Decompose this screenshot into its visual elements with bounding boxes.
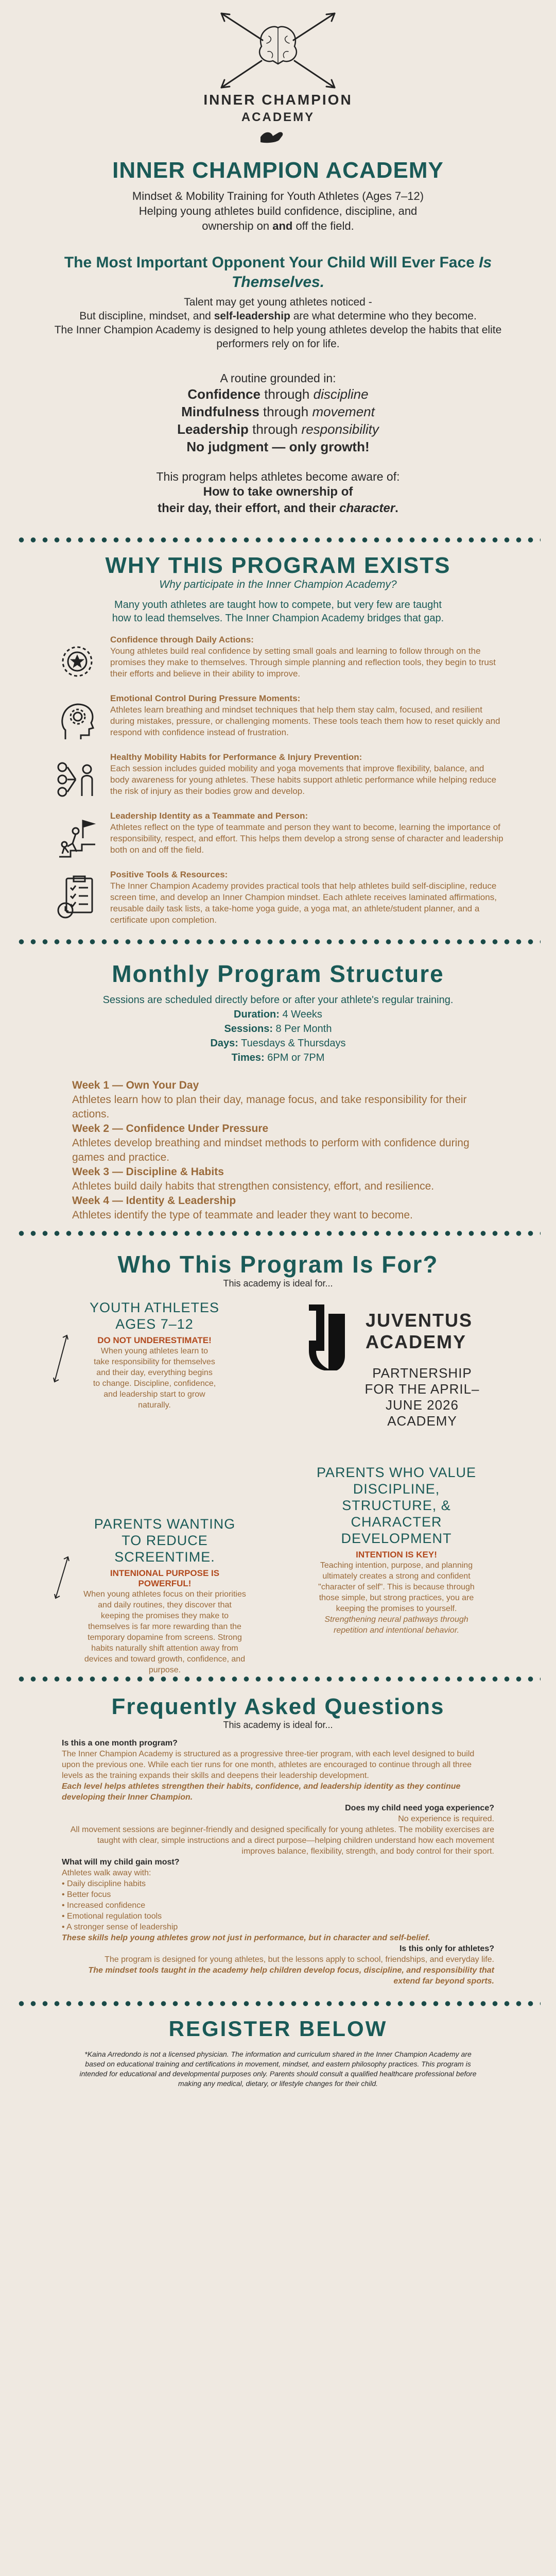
faq-answer-emphasis: Each level helps athletes strengthen their habits, confidence, and leadership identity as they continue developing their Inner Champion. — [62, 1782, 461, 1802]
structure-title: Monthly Program Structure — [112, 960, 444, 987]
why-item-heading: Positive Tools & Resources: — [110, 870, 228, 879]
faq-list-item: • Emotional regulation tools — [62, 1912, 162, 1921]
faq-subtitle: This academy is ideal for... — [223, 1720, 333, 1730]
routine-heading: A routine grounded in: — [220, 371, 336, 385]
faq-list-item: • Better focus — [62, 1890, 111, 1899]
values-callout: INTENTION IS KEY! — [356, 1550, 437, 1560]
why-subtitle: Why participate in the Inner Champion Academy? — [159, 579, 397, 590]
screen-block — [51, 1516, 278, 1675]
routine-line: Confidence through discipline — [187, 386, 369, 402]
faq-title: Frequently Asked Questions — [111, 1694, 445, 1719]
dotted-divider — [15, 1230, 541, 1237]
juventus-logo-icon — [304, 1304, 355, 1371]
routine-line: Mindfulness through movement — [181, 404, 375, 419]
aware-line: their day, their effort, and their character. — [158, 501, 398, 515]
mobility-icon — [51, 752, 103, 801]
partnership-text: PARTNERSHIP FOR THE APRIL–JUNE 2026 ACADEMY — [364, 1365, 480, 1429]
logo-area — [0, 0, 556, 155]
week-item: Week 1 — Own Your Day Athletes learn how to plan their day, manage focus, and take responsibility for their actions. — [72, 1079, 467, 1120]
brand-name: INNER CHAMPION — [203, 92, 353, 108]
dotted-divider — [15, 938, 541, 945]
why-item — [51, 869, 505, 926]
why-item-body: The Inner Champion Academy provides practical tools that help athletes build self-discipline, reduce screen time, and develop an Inner Champion mindset. Each athlete receives laminated affirmations, reusable daily task lists, a take-home yoga guide, a yoga mat, an athlete/student planner, and a certificate upon completion. — [110, 881, 497, 925]
why-title: WHY THIS PROGRAM EXISTS — [105, 553, 451, 578]
why-item-body: Each session includes guided mobility and yoga movements that improve flexibility, balance, and body awareness for young athletes. These habits support athletic performance while helping reduce the risk of injury as their bodies grow and develop. — [110, 764, 497, 796]
faq-question: What will my child gain most? — [62, 1858, 180, 1867]
values-body: Teaching intention, purpose, and planning ultimately creates a strong and confident "character of self". This is because through those simple, but strong practices, you are keeping the promises to yourself. — [318, 1561, 475, 1613]
why-item — [51, 634, 505, 684]
flexed-arm-icon — [257, 129, 299, 144]
why-item-heading: Confidence through Daily Actions: — [110, 635, 254, 645]
why-item-body: Athletes reflect on the type of teammate and person they want to become, learning the importance of responsibility, respect, and effort. This helps them develop a strong sense of character and leadership both on and off the field. — [110, 822, 503, 855]
faq-answer-emphasis: These skills help young athletes grow not just in performance, but in character and self-belief. — [62, 1934, 430, 1942]
why-item — [51, 752, 505, 801]
faq-answer-emphasis: The mindset tools taught in the academy help children develop focus, discipline, and responsibility that extend far beyond sports. — [88, 1966, 494, 1986]
tagline-line-1: Mindset & Mobility Training for Youth Athletes (Ages 7–12) — [132, 190, 424, 202]
youth-callout: DO NOT UNDERESTIMATE! — [97, 1335, 212, 1345]
faq-question: Does my child need yoga experience? — [345, 1804, 494, 1812]
values-block — [288, 1464, 505, 1636]
tagline — [124, 189, 432, 233]
routine-line: Leadership through responsibility — [177, 421, 379, 437]
tagline-line-2: Helping young athletes build confidence, discipline, and ownership on and off the field. — [138, 205, 418, 232]
faq-answer: All movement sessions are beginner-friendly and designed specifically for young athletes. The mobility exercises are taught with clear, simple instructions and a direct purpose—helping children understand how each movement improves balance, flexibility, strength, and body control for their sport. — [70, 1825, 494, 1856]
double-arrow-icon — [50, 1330, 71, 1387]
faq-answer: The program is designed for young athletes, but the lessons apply to school, friendships, and everyday life. — [105, 1955, 494, 1964]
juventus-wordmark: JUVENTUS ACADEMY — [366, 1310, 473, 1352]
why-item-heading: Healthy Mobility Habits for Performance & Injury Prevention: — [110, 752, 362, 762]
structure-row: Times: 6PM or 7PM — [231, 1052, 325, 1063]
opponent-body: Talent may get young athletes noticed - But discipline, mindset, and self-leadership are what determine who they become. The Inner Champion Academy is designed to help young athletes develop the habits that elite performers rely on for life. — [54, 296, 502, 350]
faq-list-item: • A stronger sense of leadership — [62, 1923, 178, 1931]
structure-intro: Sessions are scheduled directly before or after your athlete's regular training. — [102, 994, 454, 1006]
register-title[interactable]: REGISTER BELOW — [168, 2016, 388, 2041]
disclaimer: *Kaina Arredondo is not a licensed physician. The information and curriculum shared in the Inner Champion Academy are based on educational training and certifications in movement, mindset, and eastern philosophy practices. This program is intended for educational and developmental purposes only. Parents should consult a qualified healthcare professional before making any medical, dietary, or lifestyle changes for their child. — [79, 2050, 477, 2088]
screen-callout: INTENIONAL PURPOSE IS POWERFUL! — [110, 1568, 220, 1588]
youth-heading: YOUTH ATHLETES AGES 7–12 — [89, 1300, 220, 1332]
structure-row: Days: Tuesdays & Thursdays — [210, 1038, 346, 1049]
head-gears-icon — [51, 693, 103, 742]
brain-compass-logo-icon — [201, 10, 355, 93]
faq-answer: The Inner Champion Academy is structured as a progressive three-tier program, with each level designed to build upon the previous one. While each tier runs for one month, athletes are encouraged to continue through all three levels as the training expands their skills and deepens their leadership development. — [62, 1750, 475, 1780]
structure-row: Sessions: 8 Per Month — [224, 1023, 332, 1035]
faq-answer: No experience is required. — [398, 1815, 494, 1823]
medal-icon — [51, 634, 103, 684]
page-title: INNER CHAMPION ACADEMY — [112, 158, 444, 183]
structure-row: Duration: 4 Weeks — [234, 1009, 322, 1020]
week-item: Week 4 — Identity & Leadership Athletes identify the type of teammate and leader they want to become. — [72, 1195, 413, 1221]
values-italic: Strengthening neural pathways through repetition and intentional behavior. — [324, 1615, 468, 1635]
why-item-heading: Emotional Control During Pressure Moments: — [110, 693, 301, 703]
aware-line: How to take ownership of — [203, 485, 353, 499]
week-item: Week 3 — Discipline & Habits Athletes build daily habits that strengthen consistency, effort, and resilience. — [72, 1166, 435, 1192]
faq-question: Is this only for athletes? — [399, 1944, 494, 1953]
week-item: Week 2 — Confidence Under Pressure Athletes develop breathing and mindset methods to perform with confidence during games and practice. — [72, 1123, 470, 1163]
why-item-heading: Leadership Identity as a Teammate and Person: — [110, 811, 308, 821]
youth-block — [51, 1299, 257, 1411]
why-item-body: Athletes learn breathing and mindset techniques that help them stay calm, focused, and resilient during mistakes, pressure, or challenging moments. These tools teach them how to reset quickly and respond with confidence instead of frustration. — [110, 705, 500, 737]
why-item-body: Young athletes build real confidence by setting small goals and learning to follow through on the promises they make to themselves. Through simple planning and reflection tools, they begin to trust their efforts and believe in their ability to improve. — [110, 646, 496, 679]
faq-answer: Athletes walk away with: — [62, 1869, 151, 1877]
why-intro: Many youth athletes are taught how to compete, but very few are taught how to lead themselves. The Inner Champion Academy bridges that gap. — [112, 599, 444, 624]
why-item — [51, 810, 505, 860]
double-arrow-icon — [51, 1552, 72, 1603]
aware-heading: This program helps athletes become aware of: — [156, 470, 400, 483]
faq-list-item: • Daily discipline habits — [62, 1879, 146, 1888]
faq-question: Is this a one month program? — [62, 1739, 178, 1748]
opponent-heading: The Most Important Opponent Your Child Will Ever Face Is Themselves. — [64, 254, 492, 291]
routine-line: No judgment — only growth! — [186, 439, 370, 454]
values-heading: PARENTS WHO VALUE DISCIPLINE, STRUCTURE, & CHARACTER DEVELOPMENT — [316, 1465, 477, 1546]
screen-heading: PARENTS WANTING TO REDUCE SCREENTIME. — [94, 1516, 236, 1565]
checklist-icon — [51, 869, 103, 926]
screen-body: When young athletes focus on their priorities and daily routines, they discover that keeping the promises they make to themselves is far more rewarding than the temporary dopamine from screens. Strong habits naturally shift attention away from devices and toward growth, confidence, and purpose. — [83, 1590, 246, 1674]
dotted-divider — [15, 2000, 541, 2007]
leader-flag-icon — [51, 810, 103, 860]
youth-body: When young athletes learn to take responsibility for themselves and their day, everything begins to change. Discipline, confidence, and leadership start to grow naturally. — [93, 1347, 216, 1410]
who-title: Who This Program Is For? — [117, 1251, 439, 1278]
brand-sub: ACADEMY — [241, 110, 315, 124]
who-grid — [0, 1289, 556, 1794]
who-subtitle: This academy is ideal for... — [223, 1278, 333, 1289]
week-list — [0, 1078, 556, 1223]
why-item — [51, 693, 505, 742]
faq-list-item: • Increased confidence — [62, 1901, 146, 1910]
dotted-divider — [15, 536, 541, 544]
